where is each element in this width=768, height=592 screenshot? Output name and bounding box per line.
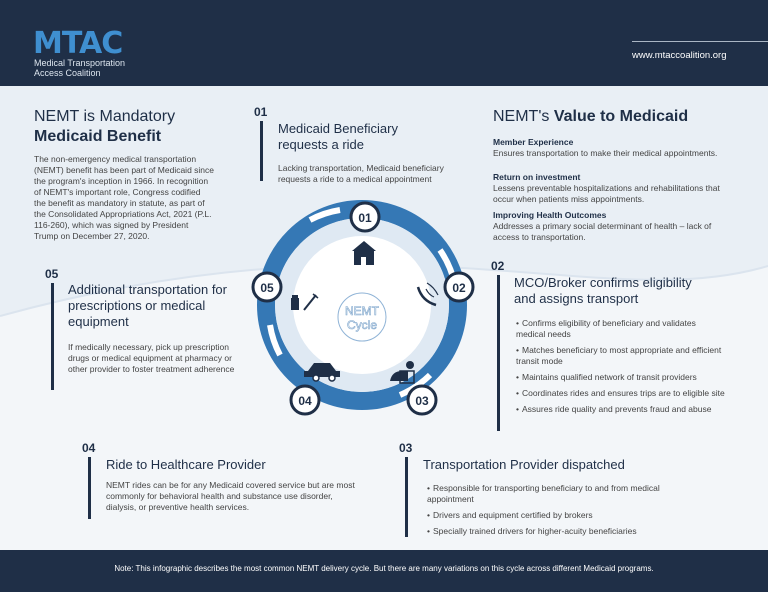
- bullet: • Maintains qualified network of transit providers: [516, 372, 726, 383]
- svg-text:05: 05: [260, 281, 274, 295]
- step-5-bar: [51, 283, 54, 390]
- step-3-number: 03: [399, 441, 413, 455]
- svg-text:02: 02: [452, 281, 466, 295]
- header-bar: [0, 0, 768, 86]
- heading-line-2: Medicaid Benefit: [34, 128, 162, 145]
- footer-note: Note: This infographic describes the most common NEMT delivery cycle. But there are many variations on this cycle across different Medicaid programs.: [0, 550, 768, 592]
- svg-text:04: 04: [298, 394, 312, 408]
- svg-text:01: 01: [358, 211, 372, 225]
- cycle-center-line-1: NEMT: [345, 304, 379, 318]
- heading-line-1: NEMT is Mandatory: [34, 108, 176, 125]
- bullet: • Confirms eligibility of beneficiary and validates medical needs: [516, 318, 726, 340]
- cycle-node-05: [253, 273, 281, 301]
- cycle-node-03: [408, 386, 436, 414]
- value-item: Return on investment Lessens preventable hospitalizations and rehabilitations that occur when patients miss appointments.: [493, 172, 720, 204]
- step-2-bar: [497, 275, 500, 431]
- step-2-number: 02: [491, 259, 505, 273]
- mandatory-benefit-heading: [34, 107, 234, 147]
- step-4-number: 04: [82, 441, 96, 455]
- bullet: • Responsible for transporting beneficiary to and from medical appointment: [427, 483, 667, 505]
- step-1-number: 01: [254, 105, 268, 119]
- mandatory-benefit-body: The non-emergency medical transportation (NEMT) benefit has been part of Medicaid since the program's inception in 1966. In recognition of NEMT's important role, Congress codified the benefit as mandatory in statute, as part of the Consolidated Appropriations Act, 2021 (P.L. 116-260), which was signed by President Trump on December 27, 2020.: [34, 154, 215, 241]
- website-link[interactable]: www.mtaccoalition.org: [632, 50, 727, 61]
- step-1-bar: [260, 121, 263, 181]
- step-3-title: Transportation Provider dispatched: [423, 457, 625, 472]
- svg-text:03: 03: [415, 394, 429, 408]
- cycle-center-line-2: Cycle: [346, 318, 378, 332]
- nemt-cycle-diagram: [240, 195, 485, 430]
- step-2-title: MCO/Broker confirms eligibility and assigns transport: [514, 275, 692, 306]
- step-4-desc: NEMT rides can be for any Medicaid covered service but are most commonly for behavioral health and substance use disorder, dialysis, or preventive health services.: [106, 480, 355, 512]
- step-1-desc: Lacking transportation, Medicaid beneficiary requests a ride to a medical appointment: [278, 163, 444, 184]
- bullet: • Drivers and equipment certified by brokers: [427, 510, 667, 521]
- value-heading: NEMT's Value to Medicaid: [493, 108, 689, 125]
- step-5-number: 05: [45, 267, 59, 281]
- step-5-title: Additional transportation for prescriptions or medical equipment: [68, 282, 227, 329]
- bullet: • Assures ride quality and prevents fraud and abuse: [516, 404, 726, 415]
- step-5-desc: If medically necessary, pick up prescription drugs or medical equipment at pharmacy or other provider to foster treatment adherence: [68, 342, 235, 374]
- bullet: • Specially trained drivers for higher-acuity beneficiaries: [427, 526, 667, 537]
- value-item: Improving Health Outcomes Addresses a primary social determinant of health – lack of access to transportation.: [493, 210, 712, 242]
- value-item: Member Experience Ensures transportation to make their medical appointments.: [493, 137, 718, 158]
- cycle-node-04: [291, 386, 319, 414]
- step-2-bullets: [516, 318, 726, 420]
- cycle-node-01: [351, 203, 379, 231]
- step-4-title: Ride to Healthcare Provider: [106, 457, 266, 472]
- mtac-logo: MTAC: [33, 26, 123, 61]
- step-3-bullets: [427, 483, 667, 542]
- bullet: • Coordinates rides and ensures trips are to eligible site: [516, 388, 726, 399]
- bullet: • Matches beneficiary to most appropriate and efficient transit mode: [516, 345, 726, 367]
- header-divider: [632, 41, 768, 42]
- step-3-bar: [405, 457, 408, 537]
- step-4-bar: [88, 457, 91, 519]
- logo-subtitle: Medical Transportation Access Coalition: [34, 58, 126, 78]
- cycle-node-02: [445, 273, 473, 301]
- step-1-title: Medicaid Beneficiary requests a ride: [278, 121, 398, 152]
